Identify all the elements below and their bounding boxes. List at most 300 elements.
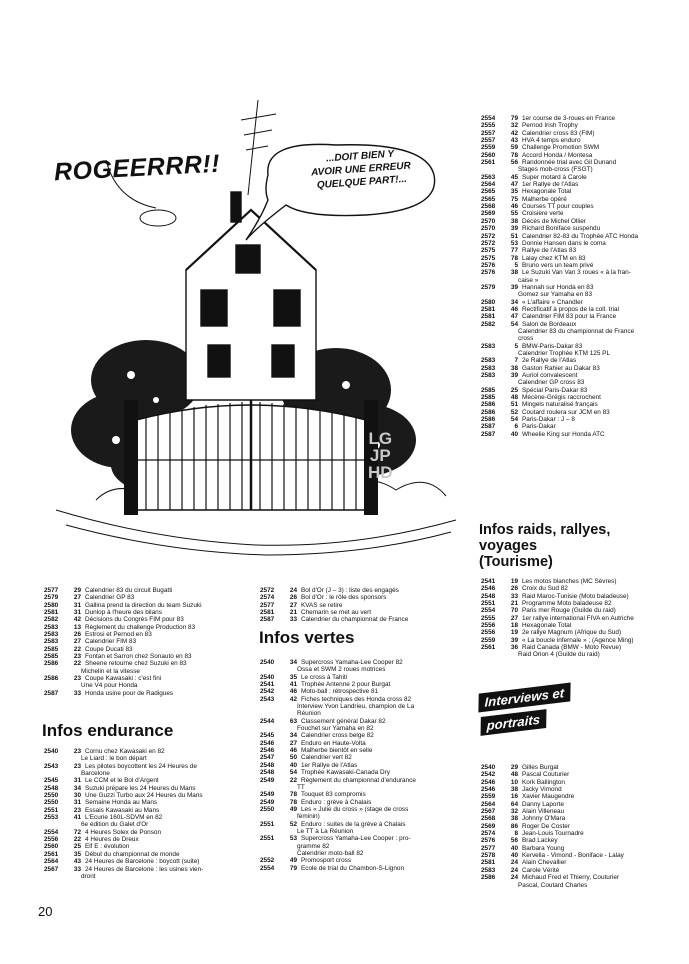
item-title: Paris-Dakar : J – 8 [522,416,575,424]
item-title: Mingels naturalisé français [522,401,598,409]
item-title: Calendrier FIM 83 [85,638,137,646]
page-ref: 5 [514,261,518,269]
list-item [481,372,671,379]
list-item [481,615,671,622]
list-item [44,814,244,821]
list-item [481,313,671,320]
list-item [260,674,468,681]
list-item [44,653,244,660]
list-item [481,578,671,585]
list-item [260,594,465,601]
item-title: Michaud Fred et Thierry, Couturier [522,874,620,882]
item-title: Estrosi et Pernod en 83 [85,631,152,639]
list-item [481,786,671,793]
page-ref: 46 [289,688,297,696]
list-item [260,659,468,666]
page-ref: 23 [73,675,81,683]
issue-number: 2581 [481,313,496,321]
list-item [481,291,671,298]
item-title: Rectificatif à propos de la coll. trial [522,305,619,313]
page-ref: 47 [510,181,518,189]
raids-heading-line: voyages [479,538,538,554]
list-item [260,602,465,609]
page-ref: 54 [510,320,518,328]
item-title: Paris mer Rouge (Guilde du raid) [522,607,616,615]
list-item [260,696,468,703]
issue-number: 2576 [481,837,496,845]
page-ref: 8 [514,830,518,838]
issue-number: 2586 [481,408,496,416]
page-ref: 38 [510,364,518,372]
page-ref: 23 [73,748,81,755]
page-ref: 6 [514,423,518,431]
issue-number: 2543 [260,695,275,703]
issue-number: 2585 [481,386,496,394]
item-title: Supercross Yamaha-Lee Cooper 82 [301,659,403,666]
item-title: Décisions du Congrès FIM pour 83 [85,616,184,624]
page-ref: 26 [510,585,518,593]
page-ref: 47 [510,313,518,321]
item-title: Gallina prend la direction du team Suzuki [85,601,202,609]
page-ref: 38 [510,269,518,277]
item-title: Croix du Sud 82 [522,585,568,593]
page-ref: 78 [289,798,297,806]
speech-right-line: QUELQUE PART!... [316,173,408,192]
item-title: 4 Heures de Dreux [85,836,139,844]
issue-number: 2555 [481,122,496,130]
issue-number: 2554 [260,864,275,872]
item-title: Bol d'Or : le rôle des sponsors [301,594,387,602]
issue-number: 2580 [44,601,59,609]
page-ref: 21 [289,609,297,617]
issue-number: 2555 [481,614,496,622]
list-item [481,823,671,830]
watermark [368,430,393,481]
page-ref: 21 [510,600,518,608]
issue-number: 2570 [481,225,496,233]
list-item [481,181,671,188]
issue-number: 2579 [44,594,59,602]
list-item [481,779,671,786]
raids-heading-line: Infos raids, rallyes, [479,522,611,538]
issue-number: 2564 [481,800,496,808]
page-ref: 25 [510,386,518,394]
page-ref: 70 [510,607,518,615]
issue-number: 2568 [481,203,496,211]
list-item [44,638,244,645]
issue-number: 2586 [481,416,496,424]
issue-number: 2554 [481,607,496,615]
issue-number: 2583 [481,364,496,372]
list-item [260,828,468,835]
item-title: caise » [518,276,539,284]
issue-number: 2540 [44,748,59,755]
issue-number: 2540 [260,673,275,681]
page-ref: 19 [510,629,518,637]
page-ref: 31 [73,609,81,617]
item-title: Barcelone [81,770,110,778]
issue-number: 2577 [44,587,59,594]
list-item [260,732,468,739]
item-title: Cornu chez Kawasaki en 82 [85,748,165,755]
item-title: Calendrier 82-83 du Trophée ATC Honda [522,232,639,240]
issue-number: 2574 [260,594,275,602]
page-ref: 42 [510,129,518,137]
list-item [44,799,244,806]
page-ref: 27 [73,594,81,602]
item-title: Roger De Coster [522,822,570,830]
item-title: Gilles Burgat [522,764,559,771]
page-ref: 49 [289,805,297,813]
list-item [481,401,671,408]
issue-number: 2546 [260,739,275,747]
list-item [481,218,671,225]
issue-number: 2583 [44,631,59,639]
issue-number: 2554 [481,115,496,122]
page-ref: 30 [73,792,81,800]
issue-number: 2556 [481,622,496,630]
item-title: Donnie Hansen dans le coma [522,239,606,247]
page-ref: 22 [73,645,81,653]
list-item [260,740,468,747]
item-title: BMW-Paris-Dakar 83 [522,342,583,350]
page-ref: 63 [289,717,297,725]
item-title: « La boucle infernale » ; (Agence Ming) [522,636,634,644]
page-ref: 34 [289,732,297,740]
page-ref: 32 [510,808,518,816]
page-ref: 52 [510,408,518,416]
issue-number: 2586 [44,675,59,683]
item-title: Elf E : évolution [85,843,130,851]
list-item [481,166,671,173]
page-ref: 54 [510,416,518,424]
page-ref: 19 [510,578,518,585]
interviews-banner-2 [481,709,547,736]
list-item [44,624,244,631]
item-title: Kork Ballington [522,778,565,786]
issue-number: 2550 [260,805,275,813]
list-item [260,813,468,820]
list-item [44,763,244,770]
list-item [481,343,671,350]
item-title: Enduro : grève à Chalais [301,798,372,806]
item-title: Carole Vérité [522,866,560,874]
item-title: Calendrier vert 82 [301,754,352,762]
issue-number: 2559 [481,793,496,801]
interviews-banner [478,683,570,713]
page-ref: 48 [510,771,518,779]
page-ref: 34 [73,784,81,792]
page-ref: 41 [289,681,297,689]
list-item [260,718,468,725]
item-title: Décès de Michel Ollier [522,217,586,225]
list-item [44,785,244,792]
issue-number: 2576 [481,269,496,277]
issue-number: 2582 [44,616,59,624]
item-title: Jean-Louis Tournadre [522,830,584,838]
list-item [481,637,671,644]
list-item [260,762,468,769]
list-item [44,836,244,843]
page-ref: 23 [73,806,81,814]
item-title: HVA 4 temps enduro [522,137,581,145]
item-title: Pernod Irish Trophy [522,122,578,130]
page-ref: 39 [510,372,518,380]
page-ref: 31 [73,601,81,609]
issue-number: 2572 [481,239,496,247]
list-item [481,651,671,658]
list-item [260,666,468,673]
page-ref: 25 [73,843,81,851]
item-title: Mécène-Grégis raccrochent [522,394,601,402]
interviews-banner-line: Interviews et [484,685,565,710]
list-item [481,240,671,247]
item-title: Début du championnat de monde [85,850,180,858]
page-ref: 46 [289,747,297,755]
item-title: Malherbe opéré [522,195,567,203]
page-ref: 36 [510,644,518,652]
list-item [260,609,465,616]
list-item [260,754,468,761]
issue-number: 2551 [260,820,275,828]
page-ref: 56 [510,837,518,845]
issue-number: 2561 [481,644,496,652]
list-item [481,357,671,364]
list-item [481,321,671,328]
item-title: Kervella - Vimond - Boniface - Lalay [522,852,624,860]
issue-number: 2557 [481,137,496,145]
issue-number: 2551 [260,835,275,843]
list-item [44,829,244,836]
page-ref: 22 [73,660,81,668]
list-item [481,203,671,210]
item-title: Dunlop à l'heure des bilans [85,609,162,617]
list-item [481,394,671,401]
item-title: KVAS se retire [301,601,343,609]
item-title: Hexagonale Total [522,188,572,196]
item-title: Richard Boniface suspendu [522,225,601,233]
item-title: Interview Yvon Landrieu, champion de La [297,703,415,711]
list-item [44,843,244,850]
issue-number: 2575 [481,247,496,255]
page-ref: 52 [289,820,297,828]
interviews-list [481,764,671,889]
list-item [481,867,671,874]
issue-number: 2553 [44,814,59,822]
vertes-list [260,659,468,872]
list-item [481,115,671,122]
list-item [481,233,671,240]
list-item [481,350,671,357]
item-title: Barbara Young [522,844,565,852]
page-ref: 46 [510,305,518,313]
item-title: « L'affaire » Chandler [522,298,583,306]
item-title: Brad Lackey [522,837,558,845]
list-item [260,616,465,623]
item-title: Coupe Kawasaki : c'est fini [85,675,162,683]
list-item [481,306,671,313]
page-ref: 38 [510,217,518,225]
page-ref: 39 [510,225,518,233]
page-ref: 24 [510,874,518,882]
item-title: cross [518,335,534,343]
list-item [260,747,468,754]
issue-number: 2561 [481,159,496,167]
issue-number: 2587 [260,616,275,624]
issue-number: 2587 [44,689,59,697]
speech-left: ROGEERRR!! [53,149,221,187]
issue-number: 2546 [481,585,496,593]
item-title: Calendrier 83 du circuit Bugatti [85,587,173,594]
item-title: 1er Rallye de l'Atlas [301,761,358,769]
list-item [481,874,671,881]
issue-number: 2548 [44,784,59,792]
item-title: 6e édition du Galet d'Or [81,821,149,829]
page-ref: 79 [289,864,297,872]
item-title: Calendrier cross belge 82 [301,732,374,740]
item-title: Touquet 83 compromis [301,791,366,799]
list-item [481,771,671,778]
issue-number: 2586 [44,660,59,668]
page-ref: 18 [510,622,518,630]
list-item [260,843,468,850]
list-item [44,821,244,828]
item-title: Alain Chevallier [522,859,567,867]
item-title: Programme Moto baladeuse 82 [522,600,612,608]
page-ref: 41 [73,814,81,822]
issue-number: 2583 [44,623,59,631]
issue-number: 2572 [260,587,275,594]
issue-number: 2551 [481,600,496,608]
list-item [481,144,671,151]
list-item [481,830,671,837]
item-title: Pascal, Coutard Charles [518,881,588,889]
endurance-list [44,748,244,880]
list-item [481,387,671,394]
list-item [260,821,468,828]
item-title: Fontan et Sarron chez Sonauto en 83 [85,653,192,661]
issue-number: 2581 [481,859,496,867]
page-ref: 35 [73,850,81,858]
watermark-line: JP [369,446,391,465]
page-ref: 27 [289,601,297,609]
list-item [481,152,671,159]
item-title: L'Ecurie 160L-SDVM en 82 [85,814,163,822]
issue-number: 2561 [44,850,59,858]
list-item [260,703,468,710]
page-ref: 55 [510,210,518,218]
list-item [481,852,671,859]
list-item [44,675,244,682]
item-title: Semaine Honda au Mans [85,799,158,807]
list-item [481,600,671,607]
issue-number: 2564 [44,858,59,866]
item-title: Ecole de trial du Chambon-S-Lignon [301,864,405,872]
issue-number: 2563 [481,173,496,181]
page-ref: 51 [510,232,518,240]
list-item [260,791,468,798]
left-top-list [44,587,244,697]
page-ref: 40 [510,844,518,852]
list-item [481,299,671,306]
item-title: Raid Orion 4 (Guilde du raid) [518,651,600,659]
page-ref: 43 [73,858,81,866]
issue-number: 2579 [481,283,496,291]
page-ref: 49 [289,857,297,865]
page-ref: 54 [289,769,297,777]
page-ref: 29 [510,764,518,771]
page-ref: 53 [289,835,297,843]
page-ref: 35 [289,673,297,681]
item-title: Stages mob-cross (FSGT) [518,166,593,174]
list-item [260,710,468,717]
issue-number: 2549 [260,791,275,799]
page-ref: 75 [510,195,518,203]
issue-number: 2583 [481,866,496,874]
item-title: 2e rallye Magnum (Afrique du Sud) [522,629,622,637]
issue-number: 2585 [44,645,59,653]
item-title: Ossa et SWM 2 roues motrices [297,666,386,674]
issue-number: 2577 [481,844,496,852]
item-title: Réunion [297,710,321,718]
issue-number: 2587 [481,423,496,431]
list-item [44,631,244,638]
list-item [481,188,671,195]
item-title: Salon de Bordeaux [522,320,577,328]
item-title: Wheelie King sur Honda ATC [522,430,605,438]
page-ref: 31 [73,799,81,807]
list-item [44,858,244,865]
issue-number: 2541 [481,578,496,585]
issue-number: 2545 [260,732,275,740]
issue-number: 2541 [260,681,275,689]
issue-number: 2574 [481,830,496,838]
item-title: Essais Kawasaki au Mans [85,806,160,814]
item-title: Danny Laporte [522,800,564,808]
issue-number: 2559 [481,144,496,152]
item-title: Xavier Maugendre [522,793,575,801]
list-item [481,159,671,166]
issue-number: 2565 [481,188,496,196]
list-item [44,668,244,675]
list-item [44,660,244,667]
item-title: Enduro en Haute-Volta [301,739,366,747]
item-title: Les motos blanches (MC Sèvres) [522,578,617,585]
list-item [481,622,671,629]
list-item [481,137,671,144]
page-ref: 78 [510,151,518,159]
list-item [481,379,671,386]
page-ref: 34 [289,659,297,666]
issue-number: 2556 [481,629,496,637]
page-ref: 72 [73,828,81,836]
page-ref: 10 [510,778,518,786]
issue-number: 2570 [481,217,496,225]
item-title: Honda usine pour de Radigues [85,689,174,697]
item-title: Chemarin se met au vert [301,609,371,617]
item-title: 24 Heures de Barcelone : boycott (suite) [85,858,200,866]
list-item [44,646,244,653]
item-title: TT [297,783,305,791]
list-item [260,688,468,695]
item-title: Super motard à Carole [522,173,587,181]
page-ref: 79 [510,115,518,122]
issue-number: 2551 [44,806,59,814]
page-ref: 31 [73,777,81,785]
list-item [260,681,468,688]
list-item [260,857,468,864]
item-title: Bruno vers un team privé [522,261,594,269]
